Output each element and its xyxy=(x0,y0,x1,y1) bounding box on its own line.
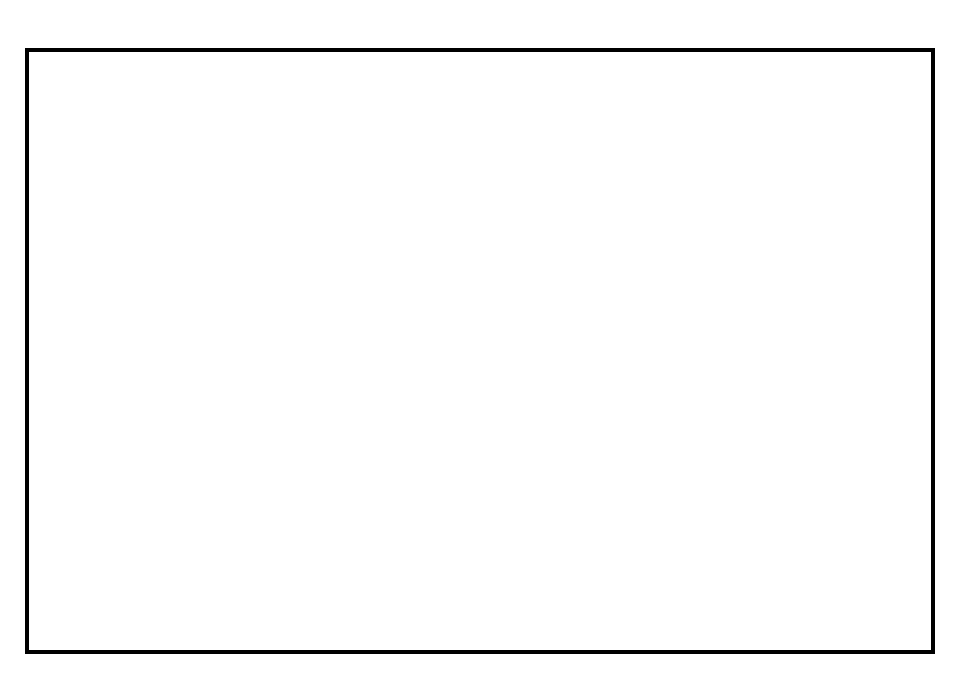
game-board xyxy=(25,48,935,654)
